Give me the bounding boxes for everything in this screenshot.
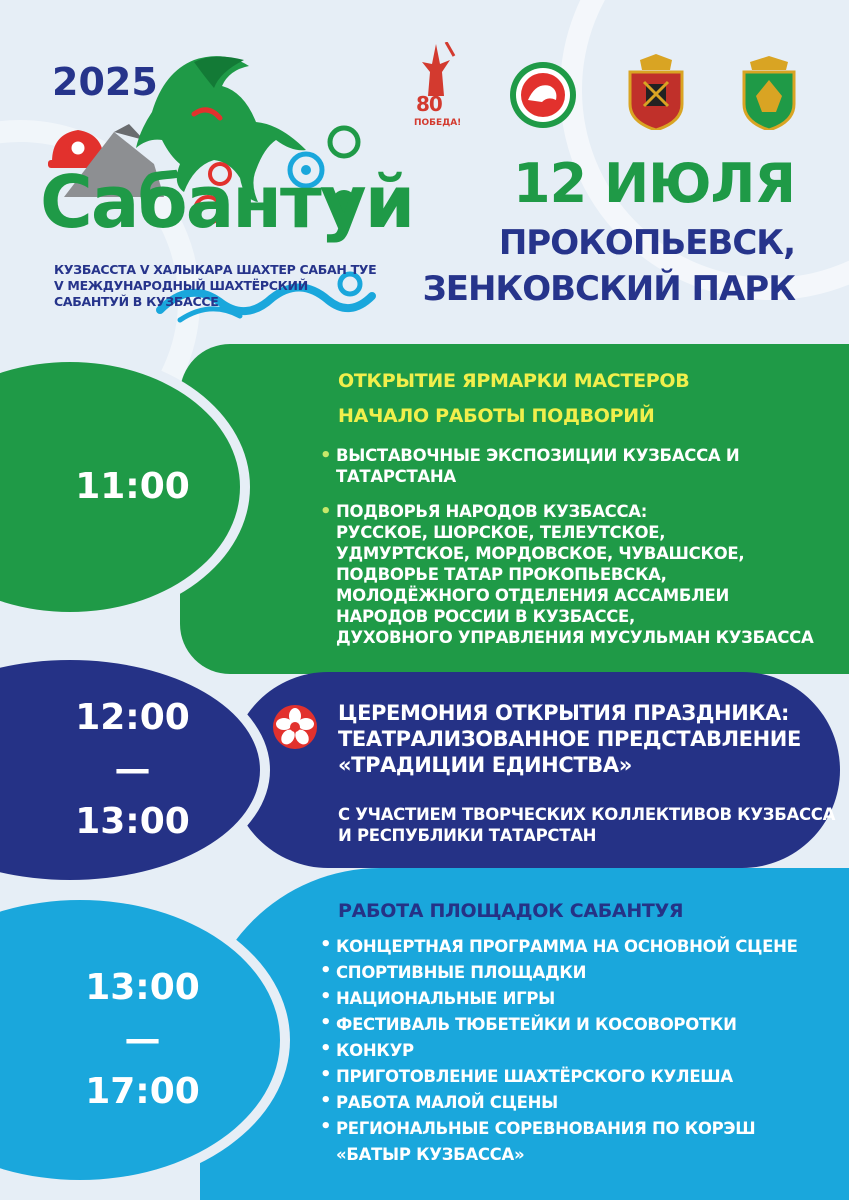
victory-text: ПОБЕДА!	[414, 118, 462, 128]
bullet-icon: •	[320, 986, 332, 1007]
list-item	[320, 1012, 820, 1038]
list-item-text: «БАТЫР КУЗБАССА»	[336, 1145, 525, 1164]
list-item	[320, 501, 820, 648]
list-item-line: УДМУРТСКОЕ, МОРДОВСКОЕ, ЧУВАШСКОЕ,	[336, 544, 745, 563]
list-item-text: КОНЦЕРТНАЯ ПРОГРАММА НА ОСНОВНОЙ СЦЕНЕ	[336, 937, 798, 956]
list-item	[320, 1038, 820, 1064]
time-label-start: 12:00	[75, 697, 190, 738]
list-item-line: ПОДВОРЬЕ ТАТАР ПРОКОПЬЕВСКА,	[336, 565, 667, 584]
time-label: 11:00	[75, 466, 190, 507]
event-venue: ЗЕНКОВСКИЙ ПАРК	[422, 269, 795, 309]
logo-subtitle-line: V МЕЖДУНАРОДНЫЙ ШАХТЁРСКИЙ	[54, 278, 308, 293]
list-item	[320, 986, 820, 1012]
logo-title: Сабантуй	[40, 160, 414, 244]
list-item-text: СПОРТИВНЫЕ ПЛОЩАДКИ	[336, 963, 587, 982]
section2-body-line: И РЕСПУБЛИКИ ТАТАРСТАН	[338, 826, 597, 845]
section2-body	[338, 804, 835, 846]
list-item-text: ФЕСТИВАЛЬ ТЮБЕТЕЙКИ И КОСОВОРОТКИ	[336, 1015, 737, 1034]
section3-list	[320, 934, 820, 1168]
victory-number: 80	[416, 92, 442, 116]
event-city: ПРОКОПЬЕВСК,	[498, 223, 795, 263]
logo-subtitle	[54, 262, 376, 310]
list-item-line: РУССКОЕ, ШОРСКОЕ, ТЕЛЕУТСКОЕ,	[336, 523, 666, 542]
section3-heading: РАБОТА ПЛОЩАДОК САБАНТУЯ	[338, 900, 684, 922]
section2-heading-line: ТЕАТРАЛИЗОВАННОЕ ПРЕДСТАВЛЕНИЕ	[338, 727, 801, 751]
list-item-line: МОЛОДЁЖНОГО ОТДЕЛЕНИЯ АССАМБЛЕИ	[336, 586, 729, 605]
victory-monument-icon	[410, 42, 462, 98]
section2-heading-line: ЦЕРЕМОНИЯ ОТКРЫТИЯ ПРАЗДНИКА:	[338, 701, 790, 725]
logo-subtitle-line: САБАНТУЙ В КУЗБАССЕ	[54, 294, 219, 309]
kemerovo-coat-of-arms-icon	[626, 54, 686, 130]
section2-heading	[338, 700, 801, 778]
bullet-icon: •	[320, 1116, 332, 1137]
list-item	[320, 1064, 820, 1090]
list-item-line: ПОДВОРЬЯ НАРОДОВ КУЗБАССА:	[336, 502, 648, 521]
section1-subheading: НАЧАЛО РАБОТЫ ПОДВОРИЙ	[338, 405, 655, 427]
list-item-text: КОНКУР	[336, 1041, 414, 1060]
time-label-end: 13:00	[75, 801, 190, 842]
list-item	[320, 1090, 820, 1116]
section1-heading: ОТКРЫТИЕ ЯРМАРКИ МАСТЕРОВ	[338, 370, 690, 392]
list-item-line: ДУХОВНОГО УПРАВЛЕНИЯ МУСУЛЬМАН КУЗБАССА	[336, 628, 814, 647]
time-dash: —	[114, 749, 151, 790]
prokopyevsk-coat-of-arms-icon	[740, 56, 798, 130]
event-date: 12 ИЮЛЯ	[513, 152, 795, 215]
time-label-start: 13:00	[85, 967, 200, 1008]
list-item	[320, 1116, 820, 1168]
logo-subtitle-line: КУЗБАССТА V ХАЛЫКАРА ШАХТЕР САБАН ТУЕ	[54, 262, 377, 277]
bullet-icon: •	[320, 1090, 332, 1111]
bullet-icon: •	[320, 934, 332, 955]
list-item	[320, 934, 820, 960]
list-item-text: ВЫСТАВОЧНЫЕ ЭКСПОЗИЦИИ КУЗБАССА И ТАТАРСТАНА	[336, 446, 740, 486]
list-item-text: НАЦИОНАЛЬНЫЕ ИГРЫ	[336, 989, 555, 1008]
list-item	[320, 445, 820, 487]
bullet-icon: •	[320, 960, 332, 981]
bullet-icon: •	[320, 1012, 332, 1033]
flower-ornament-icon	[272, 704, 318, 750]
list-item-line: НАРОДОВ РОССИИ В КУЗБАССЕ,	[336, 607, 635, 626]
list-item	[320, 960, 820, 986]
section2-heading-line: «ТРАДИЦИИ ЕДИНСТВА»	[338, 753, 632, 777]
bullet-icon: •	[320, 1038, 332, 1059]
bullet-icon: •	[320, 445, 332, 466]
bullet-icon: •	[320, 501, 332, 522]
bullet-icon: •	[320, 1064, 332, 1085]
logo-year: 2025	[52, 60, 158, 104]
victory-emblem	[410, 42, 462, 134]
tatarstan-emblem-icon	[508, 60, 578, 130]
time-label-end: 17:00	[85, 1071, 200, 1112]
list-item-text: РАБОТА МАЛОЙ СЦЕНЫ	[336, 1093, 558, 1112]
list-item-text: ПРИГОТОВЛЕНИЕ ШАХТЁРСКОГО КУЛЕША	[336, 1067, 733, 1086]
time-circle-12-13	[0, 650, 270, 890]
section2-body-line: С УЧАСТИЕМ ТВОРЧЕСКИХ КОЛЛЕКТИВОВ КУЗБАССА	[338, 805, 836, 824]
time-dash: —	[124, 1019, 161, 1060]
list-item-text: РЕГИОНАЛЬНЫЕ СОРЕВНОВАНИЯ ПО КОРЭШ	[336, 1119, 756, 1138]
section1-bullets	[320, 445, 820, 648]
